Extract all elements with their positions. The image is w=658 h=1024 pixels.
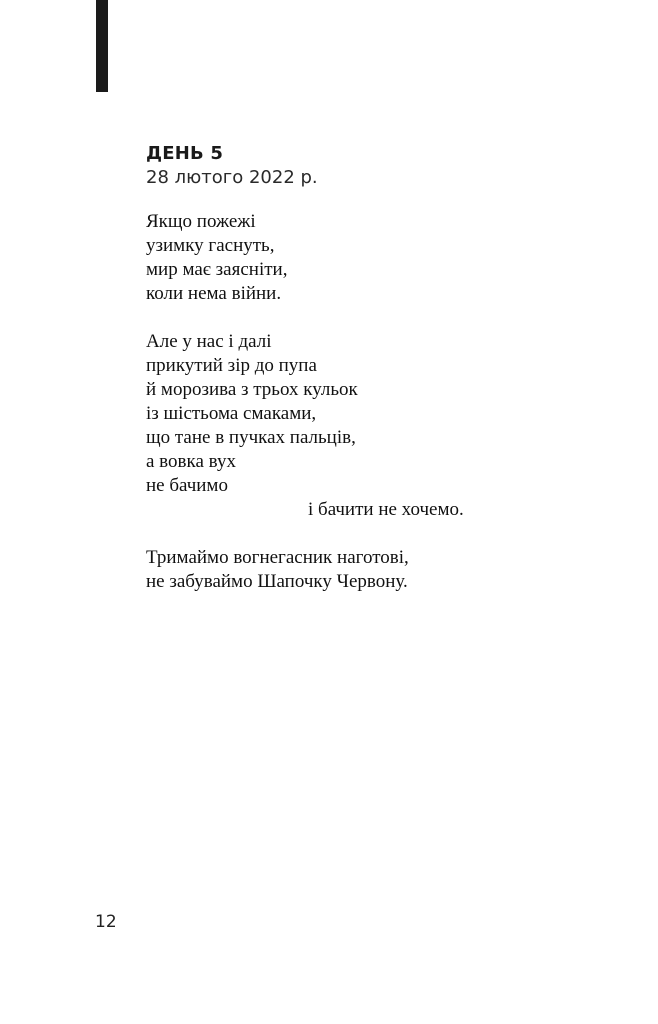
poem-stanza-3 xyxy=(146,546,409,594)
poem-line: коли нема війни. xyxy=(146,283,282,304)
poem-line: узимку гаснуть, xyxy=(146,235,275,256)
poem-line: а вовка вух xyxy=(146,451,236,472)
poem-line: прикутий зір до пупа xyxy=(146,355,317,376)
chapter-heading: ДЕНЬ 5 xyxy=(146,143,224,164)
page-number: 12 xyxy=(95,912,117,932)
poem-stanza-1 xyxy=(146,210,287,306)
poem-line: Тримаймо вогнегасник наготові, xyxy=(146,547,409,568)
poem-line-indented: і бачити не хочемо. xyxy=(308,499,464,520)
poem-line: не забуваймо Шапочку Червону. xyxy=(146,571,408,592)
poem-line: не бачимо xyxy=(146,475,228,496)
poem-stanza-2 xyxy=(146,330,464,522)
poem-line: Якщо пожежі xyxy=(146,211,256,232)
poem-line: Але у нас і далі xyxy=(146,331,272,352)
poem-line: із шістьома смаками, xyxy=(146,403,317,424)
poem-line: що тане в пучках пальців, xyxy=(146,427,356,448)
chapter-date: 28 лютого 2022 р. xyxy=(146,167,318,188)
page-edge-marker xyxy=(96,0,108,92)
poem-line: й морозива з трьох кульок xyxy=(146,379,358,400)
poem-line: мир має заясніти, xyxy=(146,259,288,280)
